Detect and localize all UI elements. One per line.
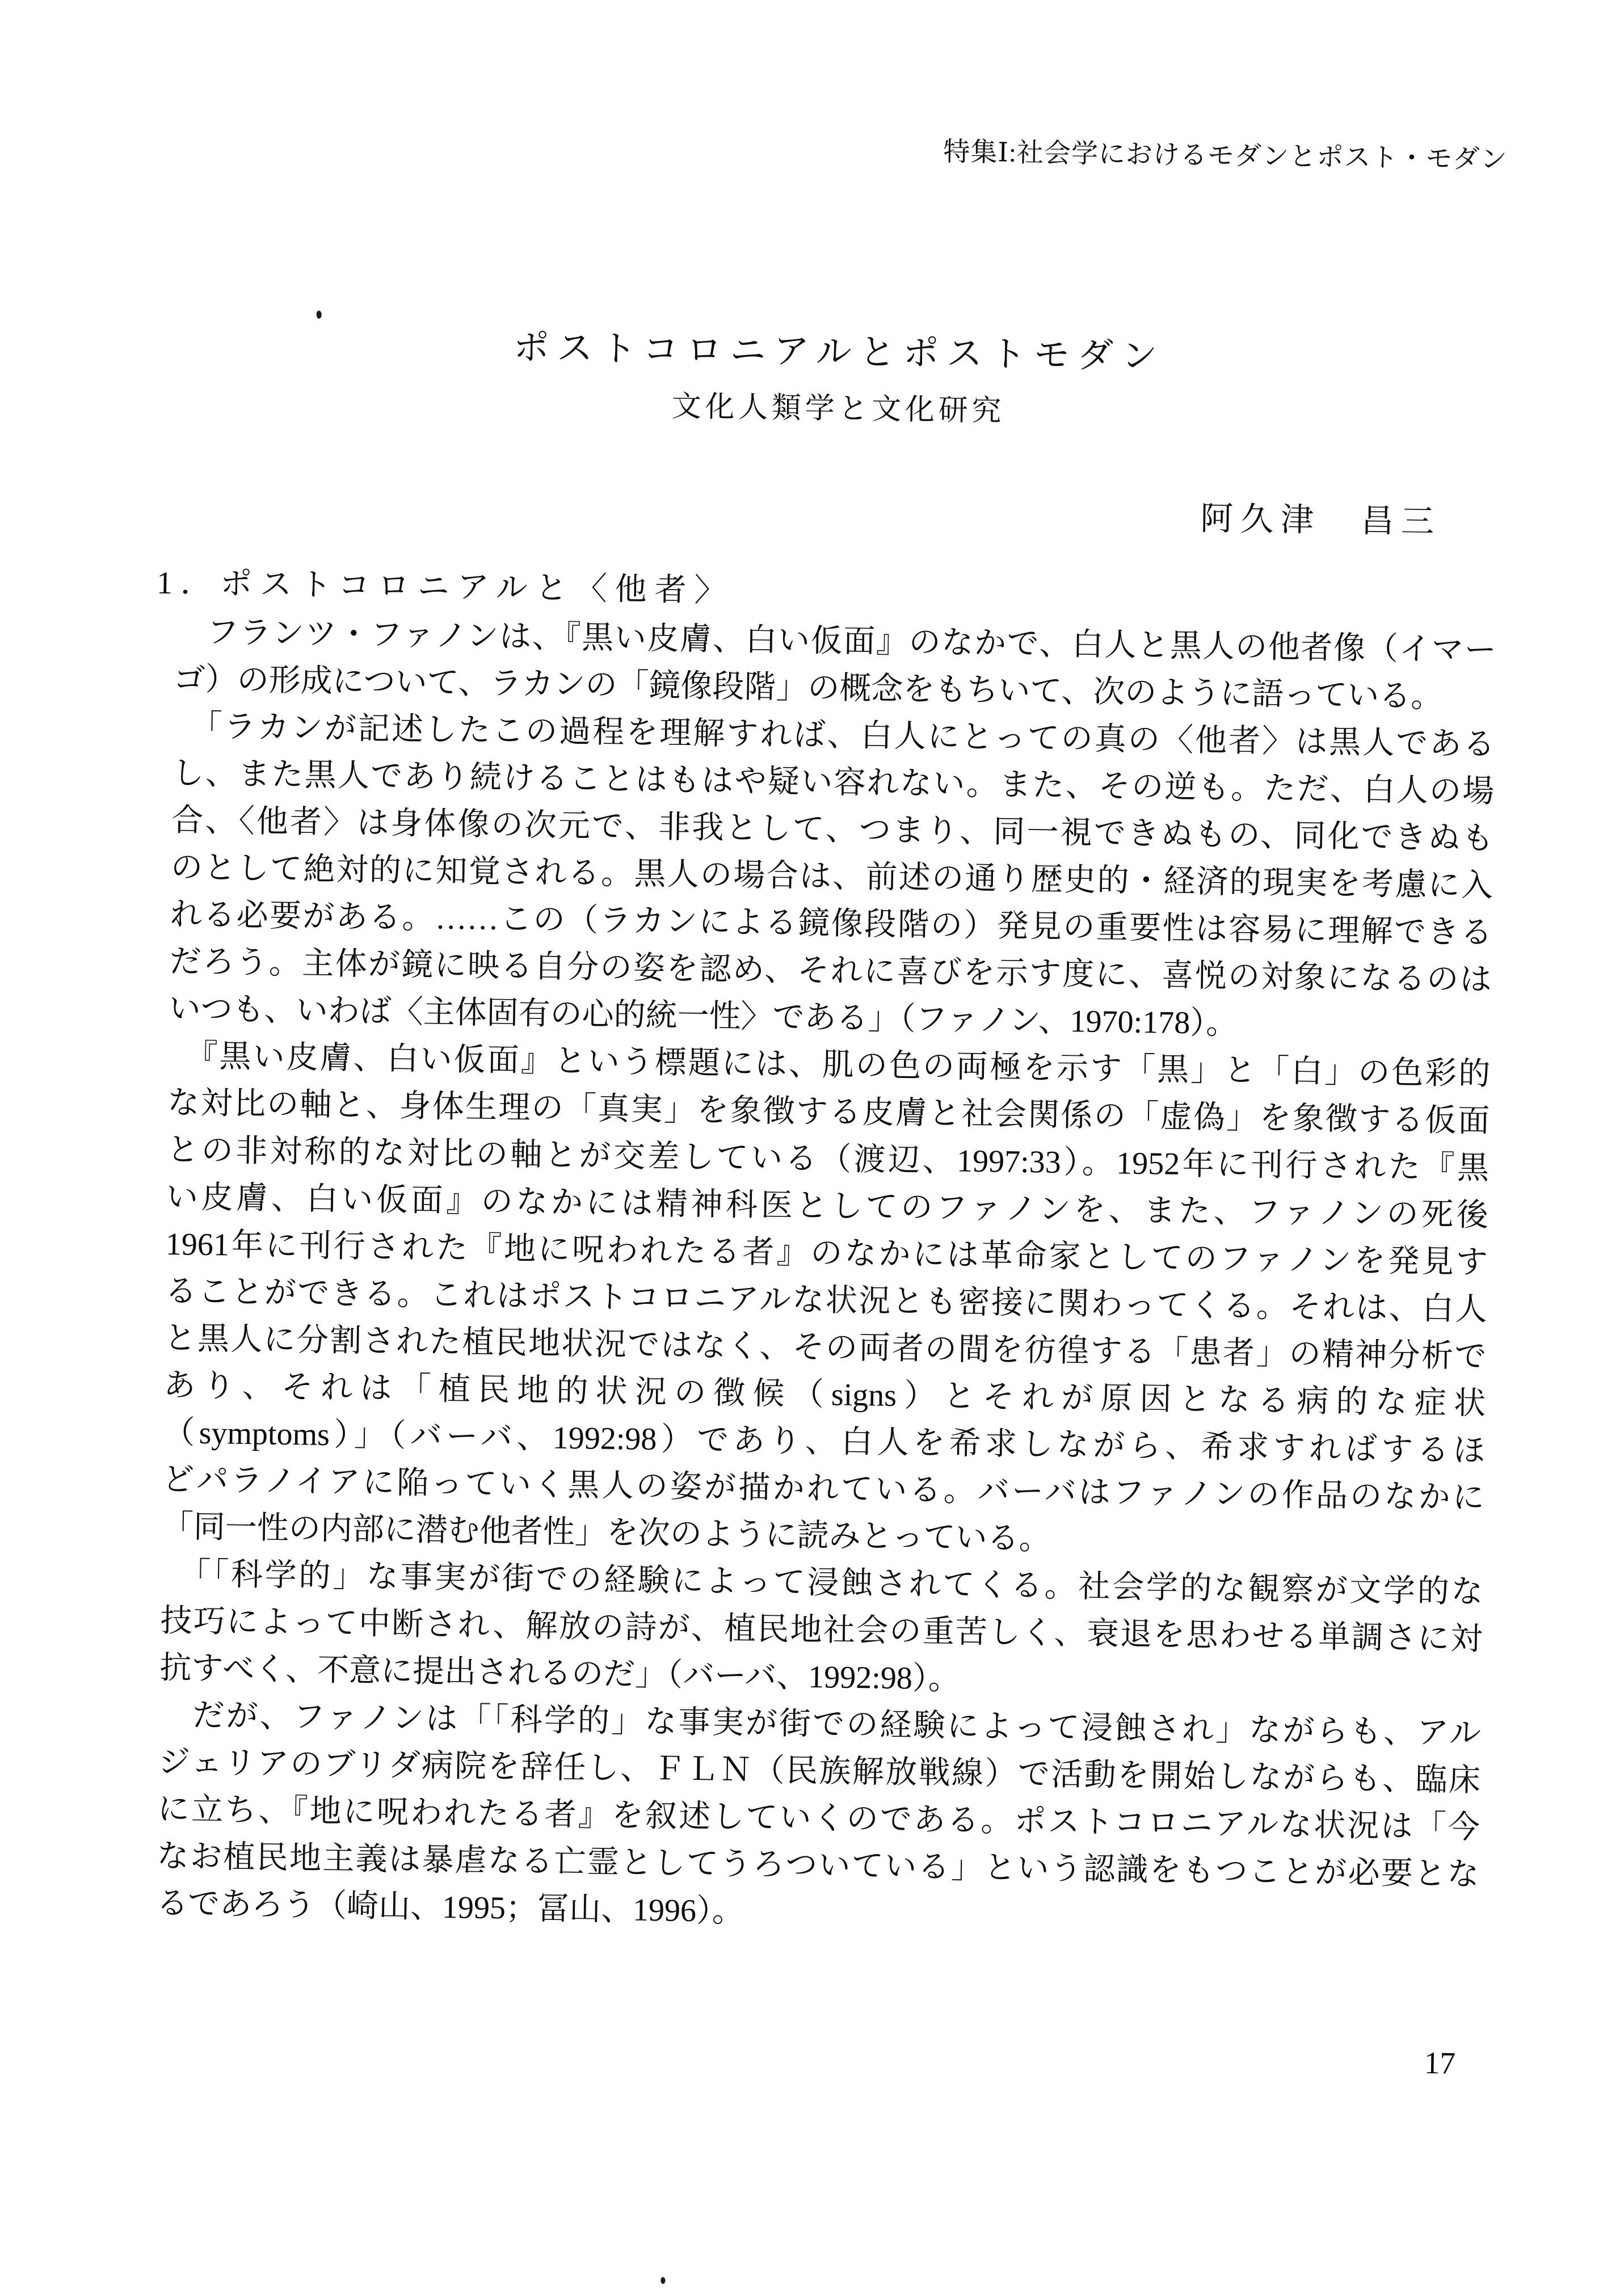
body-line: 「「科学的」な事実が街での経験によって浸蝕されてくる。社会学的な観察が文学的な <box>161 1556 1483 1610</box>
section-heading: 1．ポストコロニアルと〈他者〉 <box>156 565 735 609</box>
body-line: だろう。主体が鏡に映る自分の姿を認め、それに喜びを示す度に、喜悦の対象になるのは <box>169 944 1492 998</box>
body-line: （symptoms）」（バーバ、1992:98）であり、白人を希求しながら、希求すればするほ <box>162 1414 1486 1469</box>
body-line: に立ち、『地に呪われたる者』を叙述していくのである。ポストコロニアルな状況は「今 <box>157 1791 1480 1846</box>
body-line: あり、それは「植民地的状況の徴候（signs）とそれが原因となる病的な症状 <box>163 1367 1486 1422</box>
body-line: いつも、いわば〈主体固有の心的統一性〉である」（ファノン、1970:178）。 <box>169 991 1238 1042</box>
body-line: 技巧によって中断され、解放の詩が、植民地社会の重苦しく、衰退を思わせる単調さに対 <box>160 1603 1483 1657</box>
body-line: ることができる。これはポストコロニアルな状況とも密接に関わってくる。それは、白人 <box>165 1273 1487 1328</box>
body-line: し、また黒人であり続けることはもはや疑い容れない。また、その逆も。ただ、白人の場 <box>172 756 1495 810</box>
body-line: との非対称的な対比の軸とが交差している（渡辺、1997:33）。1952年に刊行された『黒 <box>166 1132 1490 1186</box>
body-line: フランツ・ファノンは、『黒い皮膚、白い仮面』のなかで、白人と黒人の他者像（イマー <box>174 614 1497 668</box>
body-line: だが、ファノンは「「科学的」な事実が街での経験によって浸蝕され」ながらも、アル <box>158 1697 1482 1751</box>
body-line: 『黒い皮膚、白い仮面』という標題には、肌の色の両極を示す「黒」と「白」の色彩的 <box>168 1038 1491 1092</box>
body-line: るであろう（崎山、1995；冨山、1996）。 <box>156 1885 744 1930</box>
body-line: 「同一性の内部に潜む他者性」を次のように読みとっている。 <box>161 1509 1051 1557</box>
body-line: 「ラカンが記述したこの過程を理解すれば、白人にとっての真の〈他者〉は黒人である <box>173 709 1495 763</box>
scan-speck <box>660 2277 665 2284</box>
body-line: 合、〈他者〉は身体像の次元で、非我として、つまり、同一視できぬもの、同化できぬも <box>171 803 1494 857</box>
body-line: どパラノイアに陥っていく黒人の姿が描かれている。バーバはファノンの作品のなかに <box>162 1462 1485 1516</box>
body-line: 抗すべく、不意に提出されるのだ」（バーバ、1992:98）。 <box>159 1650 961 1697</box>
article-subtitle: 文化人類学と文化研究 <box>671 390 1005 428</box>
body-line: な対比の軸と、身体生理の「真実」を象徴する皮膚と社会関係の「虚偽」を象徴する仮面 <box>167 1085 1490 1139</box>
body-line: れる必要がある。……この（ラカンによる鏡像段階の）発見の重要性は容易に理解できる <box>170 897 1493 951</box>
body-line: なお植民地主義は暴虐なる亡霊としてうろついている」という認識をもつことが必要とな <box>157 1838 1480 1893</box>
author-name: 阿久津 昌三 <box>1200 500 1442 541</box>
body-line: い皮膚、白い仮面』のなかには精神科医としてのファノンを、また、ファノンの死後 <box>166 1179 1489 1233</box>
body-line: と黒人に分割された植民地状況ではなく、その両者の間を彷徨する「患者」の精神分析で <box>164 1320 1487 1375</box>
article-body <box>156 609 1496 1946</box>
body-line: 1961年に刊行された『地に呪われたる者』のなかには革命家としてのファノンを発見す <box>165 1226 1488 1281</box>
page-number: 17 <box>1424 2045 1456 2081</box>
body-line: のとして絶対的に知覚される。黒人の場合は、前述の通り歴史的・経済的現実を考慮に入 <box>170 850 1493 904</box>
article-title: ポストコロニアルとポストモダン <box>513 327 1166 377</box>
body-line: ゴ）の形成について、ラカンの「鏡像段階」の概念をもちいて、次のように語っている。 <box>173 662 1443 715</box>
issue-header: 特集Ⅰ:社会学におけるモダンとポスト・モダン <box>943 137 1508 175</box>
body-line: ジェリアのブリダ病院を辞任し、ＦＬＮ（民族解放戦線）で活動を開始しながらも、臨床 <box>158 1744 1481 1799</box>
scan-speck <box>317 311 322 319</box>
